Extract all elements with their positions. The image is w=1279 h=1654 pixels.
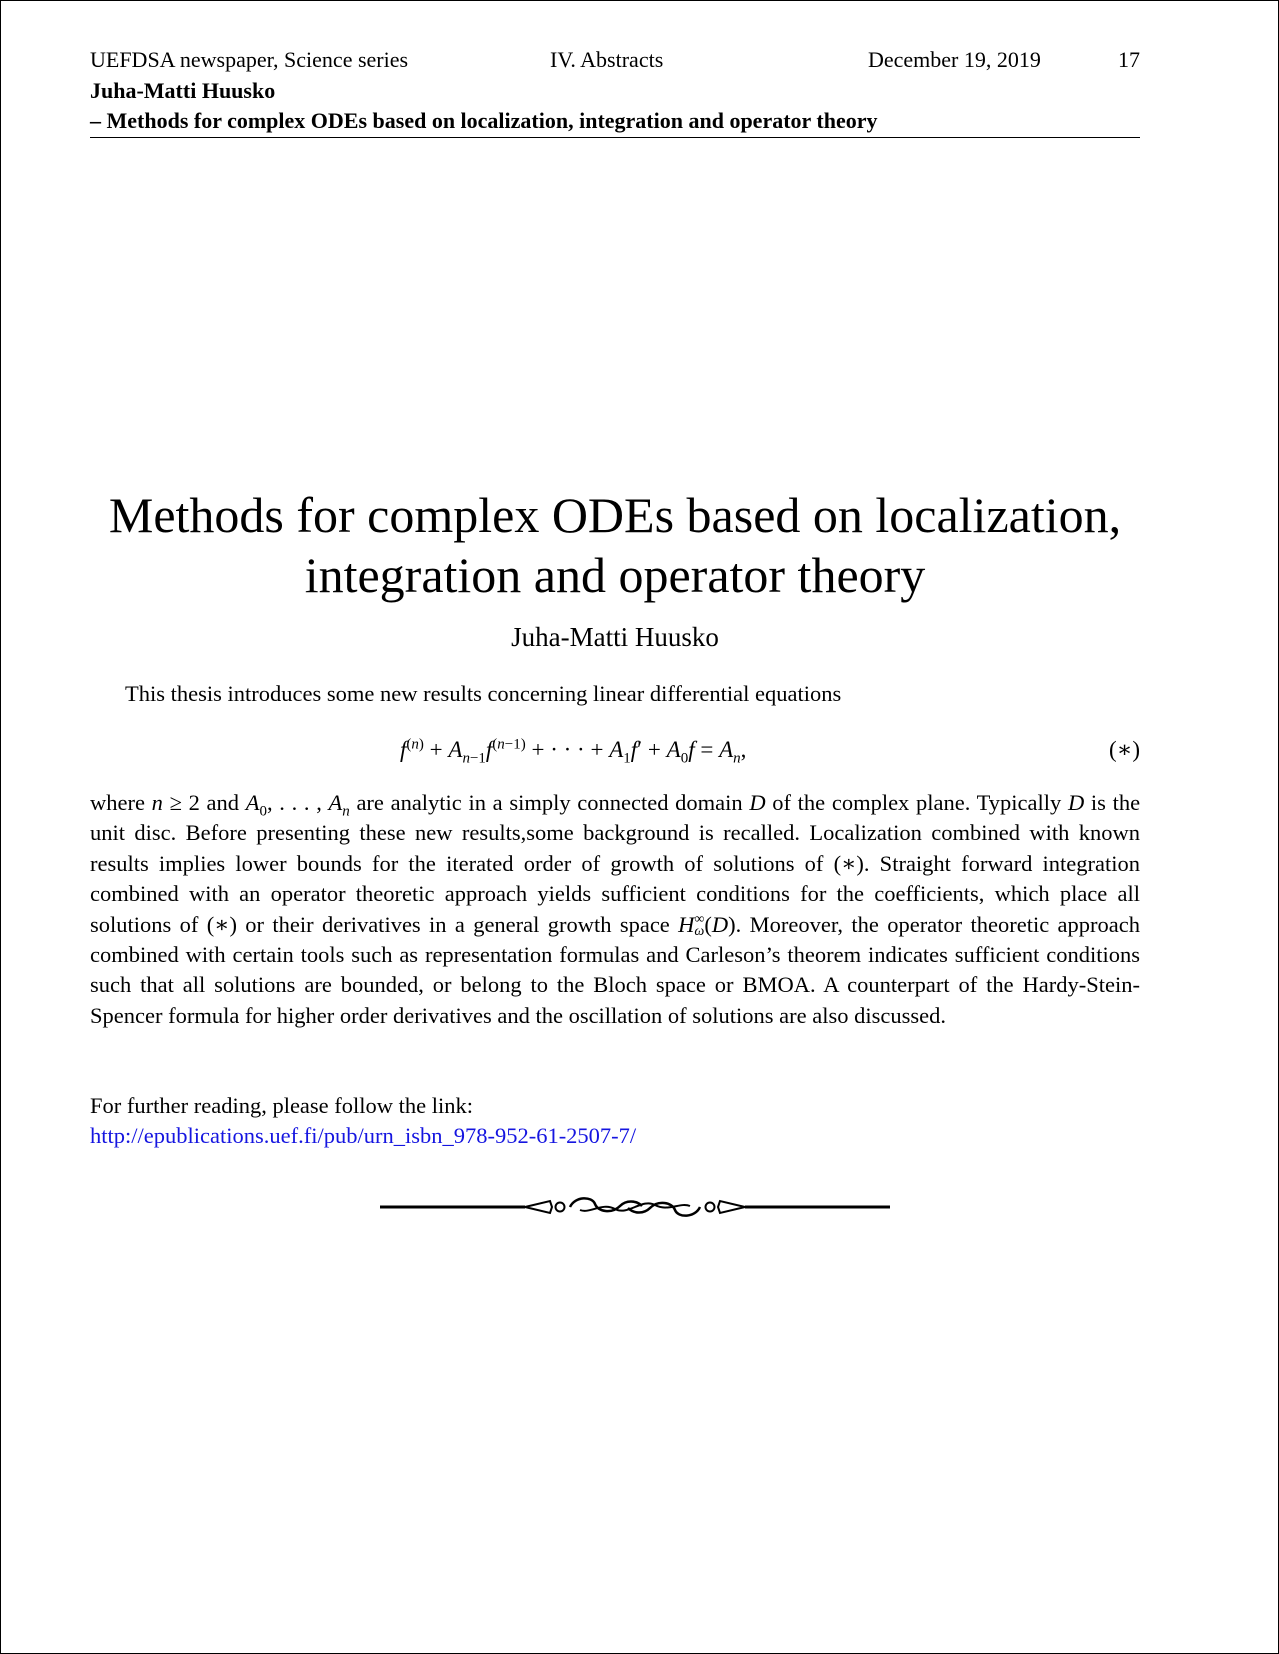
- header-rule: [90, 137, 1140, 138]
- further-reading: [90, 1091, 1140, 1151]
- thesis-link[interactable]: http://epublications.uef.fi/pub/urn_isbn_978-952-61-2507-7/: [90, 1123, 637, 1148]
- article-author: Juha-Matti Huusko: [511, 622, 719, 652]
- ornament-divider-icon: [380, 1192, 890, 1222]
- journal-name: UEFDSA newspaper, Science series: [90, 47, 409, 72]
- abstract-text-6: . Moreover, the operator theoretic approach combined with certain tools such as representation formulas and Carleson’s theorem indicates sufficient conditions such that all solutions are bounded, or belong to the Bloch space or BMOA. A counterpart of the Hardy-Stein-Spencer formula for higher order derivatives and the oscillation of solutions are also discussed.: [90, 911, 1141, 1028]
- abstract-text-4: of the complex plane. Typically: [772, 790, 1062, 815]
- abstract-text-1: where: [90, 790, 145, 815]
- intro-sentence: This thesis introduces some new results concerning linear differential equations: [125, 681, 842, 706]
- issue-date: December 19, 2019: [868, 47, 1041, 72]
- section-name: IV. Abstracts: [550, 47, 664, 72]
- header-title: – Methods for complex ODEs based on localization, integration and operator theory: [90, 108, 878, 133]
- article-title-line-1: Methods for complex ODEs based on localization,: [108, 487, 1122, 543]
- running-header: [90, 45, 1140, 75]
- page-number: 17: [1118, 47, 1140, 72]
- equation-tag: (∗): [1109, 737, 1140, 762]
- abstract-text-3: are analytic in a simply connected domain: [356, 790, 743, 815]
- abstract-text-2: and: [206, 790, 240, 815]
- article-title-line-2: integration and operator theory: [304, 547, 926, 603]
- header-author: Juha-Matti Huusko: [90, 78, 276, 103]
- differential-equation: [90, 732, 1140, 768]
- article-title: [90, 485, 1140, 605]
- abstract-text-5: is the unit disc. Before presenting these new results,some background is recalled. Localization combined with known results implies lower bounds for the iterated order of growth of solutions of (∗). Straight forward integration combined with an operator theoretic approach yields sufficient conditions for the coefficients, which place all solutions of (∗) or their derivatives in a general growth space: [90, 790, 1141, 937]
- further-reading-label: For further reading, please follow the link:: [90, 1093, 474, 1118]
- abstract-paragraph: where n ≥ 2 and $A_0$, . . . , $A_n$ are analytic in a simply connected domain D of the complex plane. Typically D is the unit disc. Before presenting these new results,some background is recalled. Localization combined with known results implies lower bounds for the iterated order of growth of solutions of (∗). Straight forward integration combined with an operator theoretic approach yields sufficient conditions for the coefficients, which place all solutions of (∗) or their derivatives in a general growth space H ∞ ω (D). Moreover, the operator theoretic approach combined with certain tools such as representation formulas and Carleson’s theorem indicates sufficient conditions such that all solutions are bounded, or belong to the Bloch space or BMOA. A counterpart of the Hardy-Stein-Spencer formula for higher order derivatives and the oscillation of solutions are also discussed.: [90, 790, 1141, 1028]
- equation-formula: $f^{(n)} + A_{n-1}f^{(n-1)}$ + · · · + $A_1f' + A_0f = A_n$,: [400, 736, 747, 767]
